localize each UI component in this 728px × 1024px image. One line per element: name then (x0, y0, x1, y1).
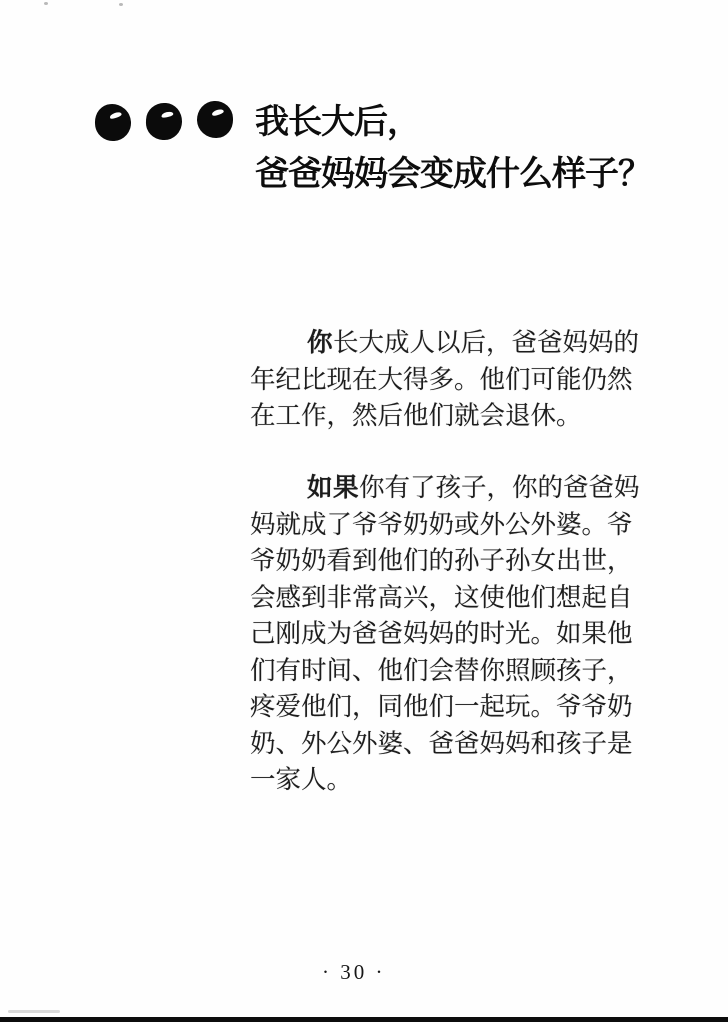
chapter-title (255, 96, 651, 200)
paragraph-2-lead-word: 如果 (307, 474, 360, 502)
chapter-title-line1: 我长大后， (255, 103, 420, 141)
text-line: 会感到非常高兴，这使他们想起自 (250, 582, 633, 612)
chapter-title-line2: 爸爸妈妈会变成什么样子？ (255, 155, 651, 193)
text-line: 一家人。 (250, 765, 353, 794)
page-number: · 30 · (322, 960, 386, 984)
text-line: 奶、外公外婆、爸爸妈妈和孩子是 (250, 728, 633, 758)
scan-speck (44, 2, 48, 5)
paragraph-1 (250, 325, 639, 435)
text-line: 疼爱他们，同他们一起玩。爷爷奶 (250, 692, 633, 721)
text-line: 妈就成了爷爷奶奶或外公外婆。爷 (250, 509, 633, 539)
ball-icon (145, 102, 182, 140)
page-bottom-rule (0, 1017, 728, 1022)
title-bullet-balls (95, 102, 235, 142)
text-line: 们有时间、他们会替你照顾孩子， (250, 655, 633, 685)
ball-icon (196, 100, 233, 138)
text-line (250, 325, 639, 362)
text-run: 长大成人以后，爸爸妈妈的 (333, 328, 640, 357)
ball-icon (94, 103, 132, 142)
text-line (250, 470, 640, 507)
paragraph-1-lead-word: 你 (307, 329, 334, 357)
scan-speck (119, 3, 123, 6)
text-line: 在工作，然后他们就会退休。 (250, 401, 582, 430)
text-run: 你有了孩子，你的爸爸妈 (359, 473, 640, 502)
text-line: 己刚成为爸爸妈妈的时光。如果他 (250, 619, 633, 648)
text-line: 年纪比现在大得多。他们可能仍然 (250, 364, 633, 394)
paragraph-2 (250, 470, 640, 799)
scan-smudge (8, 1010, 60, 1013)
text-line: 爷奶奶看到他们的孙子孙女出世， (250, 546, 633, 575)
